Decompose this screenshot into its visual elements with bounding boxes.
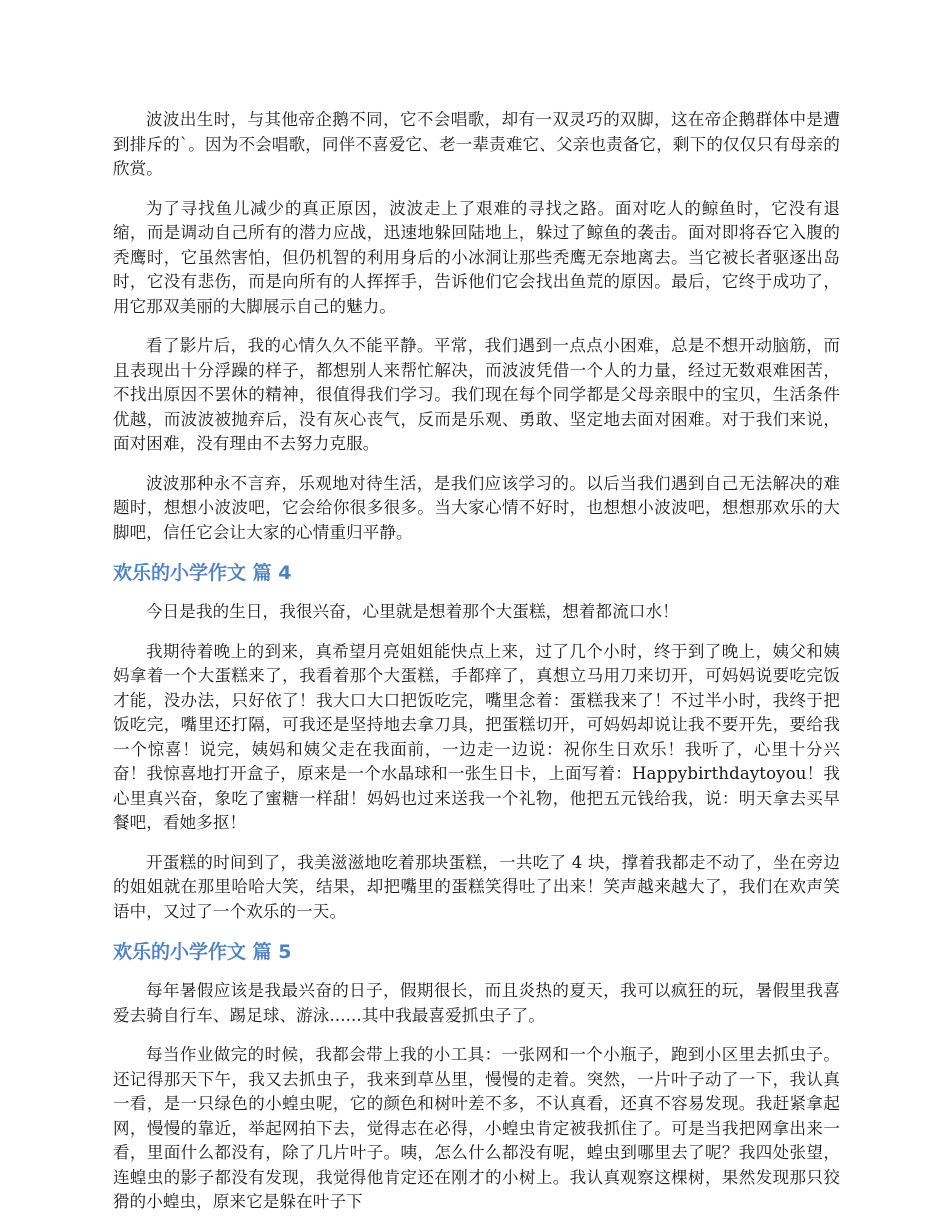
essay-section-4 bbox=[113, 560, 840, 924]
essay-section-5 bbox=[113, 939, 840, 1215]
paragraph: 我期待着晚上的到来，真希望月亮姐姐能快点上来，过了几个小时，终于到了晚上，姨父和姨妈拿着一个大蛋糕来了，我看着那个大蛋糕，手都痒了，真想立马用刀来切开，可妈妈说要吃完饭才能，没办法，只好依了！我大口大口把饭吃完，嘴里念着：蛋糕我来了！不过半小时，我终于把饭吃完，嘴里还打隔，可我还是坚持地去拿刀具，把蛋糕切开，可妈妈却说让我不要开先，要给我一个惊喜！说完，姨妈和姨父走在我面前，一边走一边说：祝你生日欢乐！我听了，心里十分兴奋！我惊喜地打开盒子，原来是一个水晶球和一张生日卡，上面写着：Happybirthdaytoyou！我心里真兴奋，象吃了蜜糖一样甜！妈妈也过来送我一个礼物，他把五元钱给我，说：明天拿去买早餐吧，看她多抠！ bbox=[113, 641, 840, 832]
paragraph: 为了寻找鱼儿减少的真正原因，波波走上了艰难的寻找之路。面对吃人的鲸鱼时，它没有退缩，而是调动自己所有的潜力应战，迅速地躲回陆地上，躲过了鲸鱼的袭击。面对即将吞它入腹的秃鹰时，它虽然害怕，但仍机智的利用身后的小冰洞让那些秃鹰无奈地离去。当它被长者驱逐出岛时，它没有悲伤，而是向所有的人挥挥手，告诉他们它会找出鱼荒的原因。最后，它终于成功了，用它那双美丽的大脚展示自己的魅力。 bbox=[113, 198, 840, 316]
paragraph: 开蛋糕的时间到了，我美滋滋地吃着那块蛋糕，一共吃了 4 块，撑着我都走不动了，坐在旁边的姐姐就在那里哈哈大笑，结果，却把嘴里的蛋糕笑得吐了出来！笑声越来越大了，我们在欢声笑语中，又过了一个欢乐的一天。 bbox=[113, 852, 840, 921]
section-heading: 欢乐的小学作文 篇 5 bbox=[113, 941, 292, 963]
document-page bbox=[113, 108, 840, 1230]
paragraph: 波波出生时，与其他帝企鹅不同，它不会唱歌，却有一双灵巧的双脚，这在帝企鹅群体中是遭到排斥的`。因为不会唱歌，同伴不喜爱它、老一辈责难它、父亲也责备它，剩下的仅仅只有母亲的欣赏。 bbox=[113, 110, 840, 178]
paragraph: 看了影片后，我的心情久久不能平静。平常，我们遇到一点点小困难，总是不想开动脑筋，而且表现出十分浮躁的样子，都想别人来帮忙解决，而波波凭借一个人的力量，经过无数艰难困苦，不找出原因不罢休的精神，很值得我们学习。我们现在每个同学都是父母亲眼中的宝贝，生活条件优越，而波波被抛弃后，没有灰心丧气，反而是乐观、勇敢、坚定地去面对困难。对于我们来说，面对困难，没有理由不去努力克服。 bbox=[113, 336, 840, 453]
paragraph: 每年暑假应该是我最兴奋的日子，假期很长，而且炎热的夏天，我可以疯狂的玩，暑假里我喜爱去骑自行车、踢足球、游泳......其中我最喜爱抓虫子了。 bbox=[113, 981, 840, 1025]
section-heading: 欢乐的小学作文 篇 4 bbox=[113, 562, 292, 584]
essay-section-3-continued bbox=[113, 108, 840, 545]
paragraph: 每当作业做完的时候，我都会带上我的小工具：一张网和一个小瓶子，跑到小区里去抓虫子。还记得那天下午，我又去抓虫子，我来到草丛里，慢慢的走着。突然，一片叶子动了一下，我认真一看，是一只绿色的小蝗虫呢，它的颜色和树叶差不多，不认真看，还真不容易发现。我赶紧拿起网，慢慢的靠近，举起网拍下去，觉得志在必得，小蝗虫肯定被我抓住了。可是当我把网拿出来一看，里面什么都没有，除了几片叶子。咦，怎么什么都没有呢，蝗虫到哪里去了呢？我四处张望，连蝗虫的影子都没有发现，我觉得他肯定还在刚才的小树上。我认真观察这棵树，果然发现那只狡猾的小蝗虫，原来它是躲在叶子下 bbox=[113, 1045, 840, 1211]
paragraph: 波波那种永不言弃，乐观地对待生活，是我们应该学习的。以后当我们遇到自己无法解决的难题时，想想小波波吧，它会给你很多很多。当大家心情不好时，也想想小波波吧，想想那欢乐的大脚吧，信任它会让大家的心情重归平静。 bbox=[113, 473, 840, 542]
paragraph: 今日是我的生日，我很兴奋，心里就是想着那个大蛋糕，想着都流口水！ bbox=[146, 602, 679, 621]
